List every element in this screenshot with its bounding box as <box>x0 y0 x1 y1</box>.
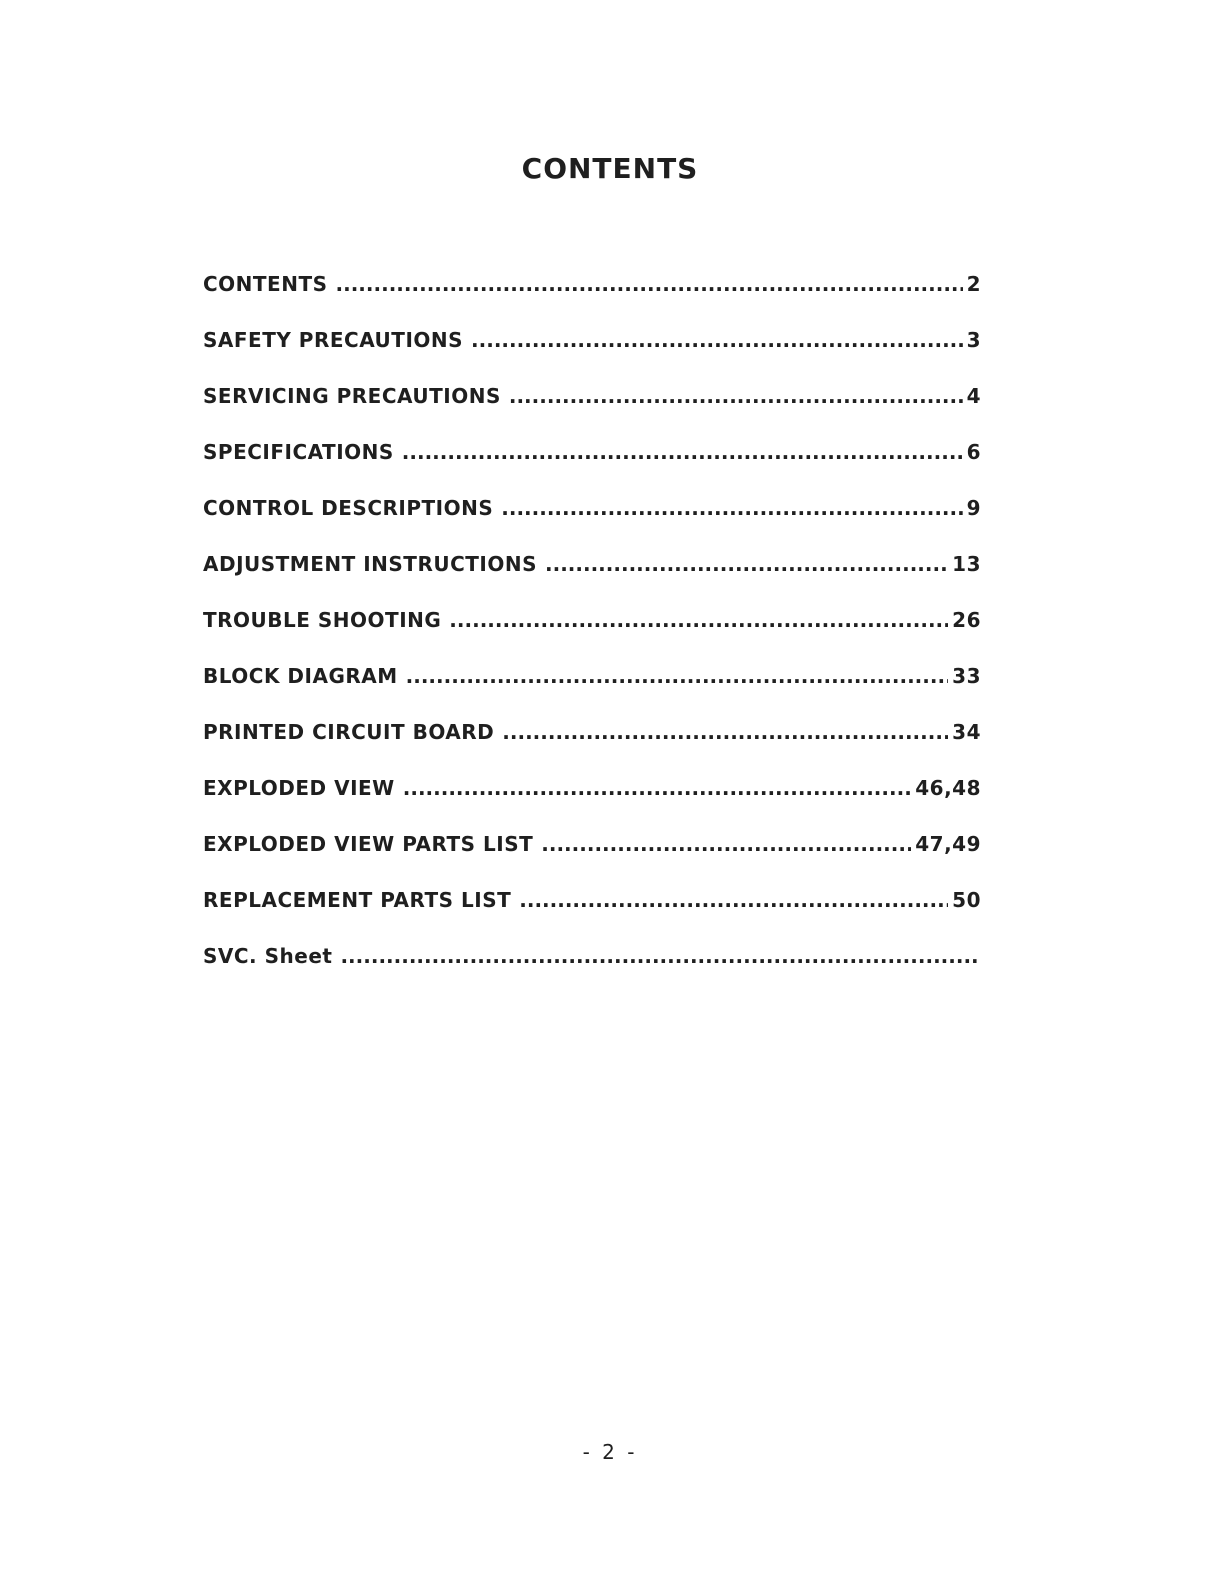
toc-entry-page: 46,48 <box>915 776 981 800</box>
toc-entry-safety-precautions <box>203 326 981 382</box>
toc-entry-page: 33 <box>952 664 981 688</box>
toc-entry-label: SVC. Sheet <box>203 944 333 968</box>
toc-entry-contents <box>203 270 981 326</box>
dot-leader <box>406 662 949 690</box>
toc-entry-adjustment-instructions <box>203 550 981 606</box>
toc-entry-block-diagram <box>203 662 981 718</box>
toc-entry-printed-circuit-board <box>203 718 981 774</box>
dot-leader <box>449 606 948 634</box>
toc-entry-label: BLOCK DIAGRAM <box>203 664 398 688</box>
toc-entry-label: PRINTED CIRCUIT BOARD <box>203 720 495 744</box>
toc-entry-trouble-shooting <box>203 606 981 662</box>
toc-entry-specifications <box>203 438 981 494</box>
dot-leader <box>502 718 948 746</box>
toc-entry-servicing-precautions <box>203 382 981 438</box>
toc-entry-svc-sheet <box>203 942 981 998</box>
toc-entry-control-descriptions <box>203 494 981 550</box>
toc-entry-replacement-parts-list <box>203 886 981 942</box>
toc-entry-page: 13 <box>952 552 981 576</box>
toc-entry-label: EXPLODED VIEW PARTS LIST <box>203 832 534 856</box>
toc-entry-label: ADJUSTMENT INSTRUCTIONS <box>203 552 537 576</box>
toc-entry-exploded-view <box>203 774 981 830</box>
toc-entry-label: SAFETY PRECAUTIONS <box>203 328 464 352</box>
dot-leader <box>336 270 963 298</box>
toc-entry-page: 9 <box>966 496 981 520</box>
toc-entry-page: 3 <box>966 328 981 352</box>
dot-leader <box>402 438 963 466</box>
dot-leader <box>519 886 948 914</box>
toc-entry-page: 26 <box>952 608 981 632</box>
dot-leader <box>403 774 911 802</box>
toc-entry-page: 50 <box>952 888 981 912</box>
toc-entry-page: 4 <box>966 384 981 408</box>
toc-entry-label: CONTENTS <box>203 272 328 296</box>
toc-entry-page: 47,49 <box>915 832 981 856</box>
toc-entry-label: EXPLODED VIEW <box>203 776 395 800</box>
toc-entry-exploded-view-parts-list <box>203 830 981 886</box>
page-title: CONTENTS <box>521 152 699 185</box>
dot-leader <box>541 830 911 858</box>
toc-entry-label: TROUBLE SHOOTING <box>203 608 442 632</box>
dot-leader <box>340 942 977 970</box>
toc-entry-label: CONTROL DESCRIPTIONS <box>203 496 494 520</box>
toc-entry-page: 6 <box>966 440 981 464</box>
toc-entry-label: SERVICING PRECAUTIONS <box>203 384 501 408</box>
dot-leader <box>471 326 963 354</box>
page-number: - 2 - <box>582 1440 638 1464</box>
dot-leader <box>545 550 948 578</box>
toc-entry-page: 34 <box>952 720 981 744</box>
table-of-contents <box>203 270 981 998</box>
dot-leader <box>501 494 962 522</box>
toc-entry-label: SPECIFICATIONS <box>203 440 394 464</box>
toc-entry-label: REPLACEMENT PARTS LIST <box>203 888 512 912</box>
toc-entry-page: 2 <box>966 272 981 296</box>
dot-leader <box>509 382 963 410</box>
